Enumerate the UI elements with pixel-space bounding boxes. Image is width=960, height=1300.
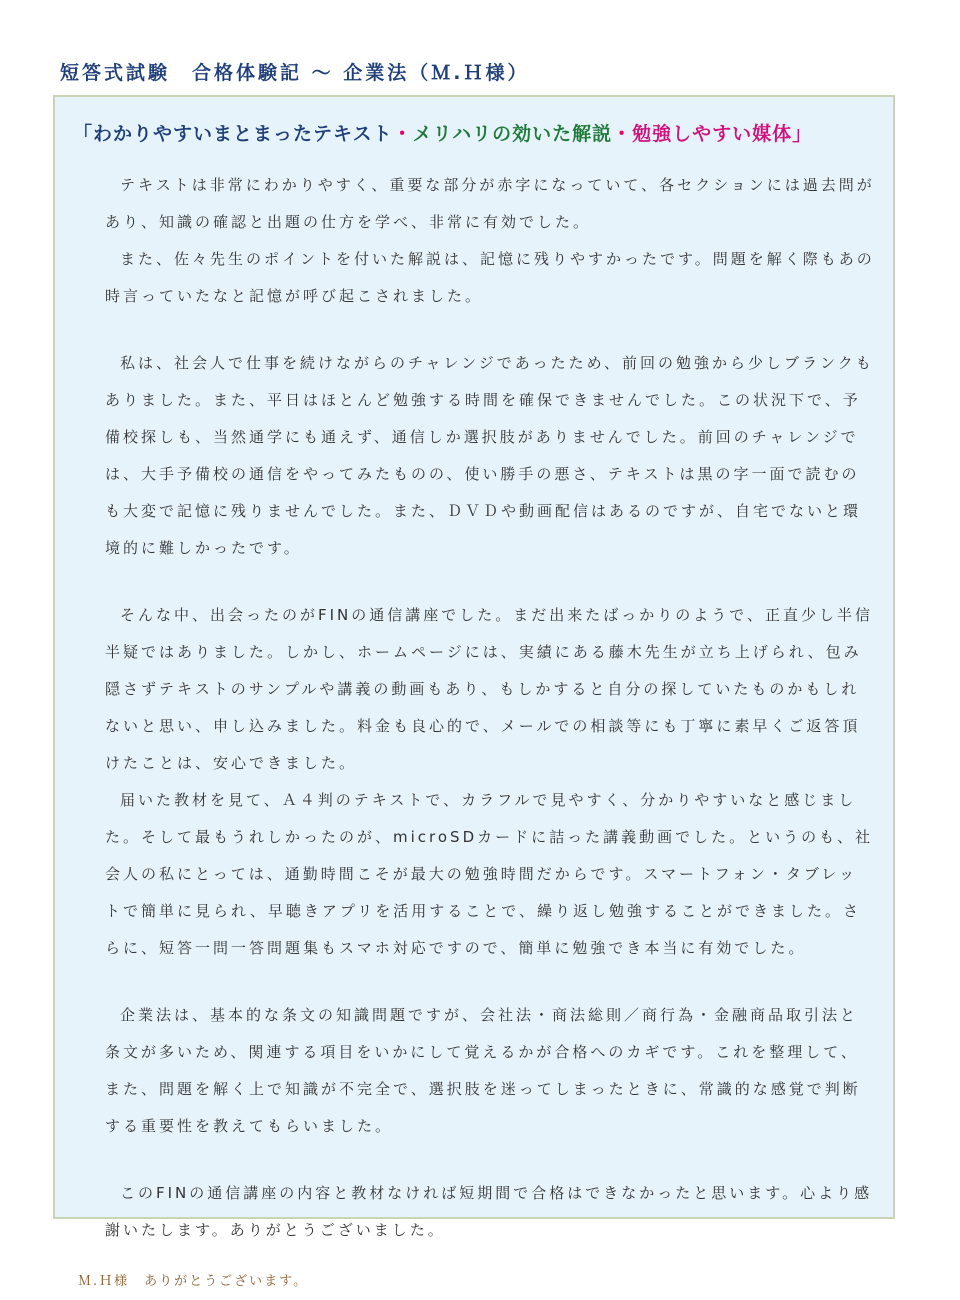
headline-separator-dot: ・ (392, 123, 413, 145)
paragraph-lecture-commentary: また、佐々先生のポイントを付いた解説は、記憶に残りやすかったです。問題を解く際もあの時言っていたなと記憶が呼び起こされました。 (105, 250, 875, 305)
paragraph-text-quality: テキストは非常にわかりやすく、重要な部分が赤字になっていて、各セクションには過去問があり、知識の確認と出題の仕方を学べ、非常に有効でした。 (105, 176, 875, 231)
paragraph-finding-fin: そんな中、出会ったのがFINの通信講座でした。まだ出来たばっかりのようで、正直少し半信半疑ではありました。しかし、ホームページには、実績にある藤木先生が立ち上げられ、包み隠さずテキストのサンプルや講義の動画もあり、もしかすると自分の探していたものかもしれないと思い、申し込みました。料金も良心的で、メールでの相談等にも丁寧に素早くご返答頂けたことは、安心できました。 (105, 606, 873, 772)
paragraph-thanks: このFINの通信講座の内容と教材なければ短期間で合格はできなかったと思います。心より感謝いたします。ありがとうございました。 (105, 1184, 873, 1239)
headline-separator-dot: ・ (612, 123, 633, 145)
headline-part-explanation: メリハリの効いた解説 (412, 123, 613, 145)
testimonial-box (53, 95, 895, 1239)
headline-part-media: 勉強しやすい媒体」 (632, 123, 813, 145)
testimonial-body (105, 167, 875, 1249)
page-title: 短答式試験 合格体験記 ～ 企業法（Ｍ.Ｈ様） (60, 62, 530, 84)
paragraph-materials: 届いた教材を見て、Ａ４判のテキストで、カラフルで見やすく、分かりやすいなと感じました。そして最もうれしかったのが、microSDカードに詰った講義動画でした。というのも、社会人の私にとっては、通勤時間こそが最大の勉強時間だからです。スマートフォン・タブレットで簡単に見られ、早聴きアプリを活用することで、繰り返し勉強することができました。さらに、短答一問一答問題集もスマホ対応ですので、簡単に勉強でき本当に有効でした。 (105, 791, 874, 957)
headline-part-text: 「わかりやすいまとまったテキスト (73, 123, 393, 145)
paragraph-background: 私は、社会人で仕事を続けながらのチャレンジであったため、前回の勉強から少しブランクもありました。また、平日はほとんど勉強する時間を確保できませんでした。この状況下で、予備校探しも、当然通学にも通えず、通信しか選択肢がありませんでした。前回のチャレンジでは、大手予備校の通信をやってみたものの、使い勝手の悪さ、テキストは黒の字一面で読むのも大変で記憶に残りませんでした。また、ＤＶＤや動画配信はあるのですが、自宅でないと環境的に難しかったです。 (105, 354, 874, 557)
footer-thanks-note: Ｍ.Ｈ様 ありがとうございます。 (78, 1274, 309, 1289)
testimonial-headline (73, 119, 812, 146)
paragraph-corporate-law: 企業法は、基本的な条文の知識問題ですが、会社法・商法総則／商行為・金融商品取引法と条文が多いため、関連する項目をいかにして覚えるかが合格へのカギです。これを整理して、また、問題を解く上で知識が不完全で、選択肢を迷ってしまったときに、常識的な感覚で判断する重要性を教えてもらいました。 (105, 1006, 861, 1135)
